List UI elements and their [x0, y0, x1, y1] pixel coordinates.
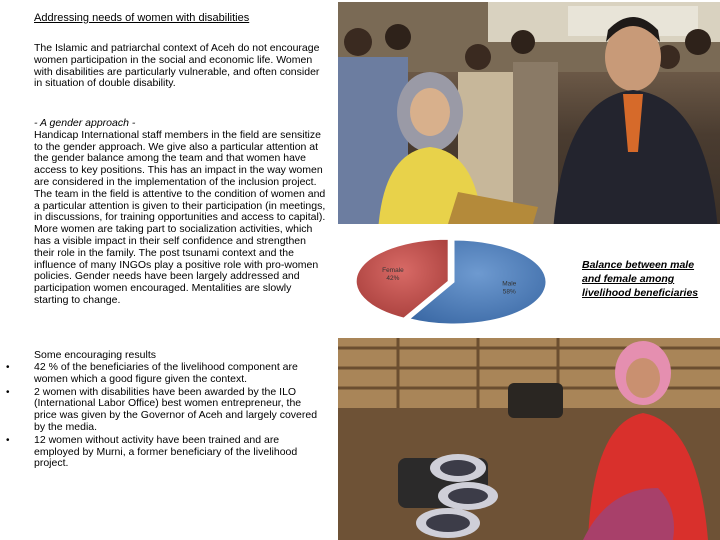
ceremony-photo-art [338, 2, 720, 224]
gender-approach-title: - A gender approach - [34, 117, 136, 129]
pie-value-female: 42% [386, 274, 400, 282]
ceremony-photo [338, 2, 720, 224]
gender-approach-paragraph [34, 118, 326, 307]
sewing-photo-art [338, 338, 720, 540]
pie-label-female: Female [382, 266, 404, 274]
gender-pie-chart [338, 224, 574, 338]
list-item: • 12 women without activity have been trained and are employed by Murni, a former beneficiary of the livelihood project. [6, 433, 298, 470]
sewing-photo [338, 338, 720, 540]
list-item: • 42 % of the beneficiaries of the livelihood component are women which a good figure given the context. [6, 361, 298, 385]
pie-value-male: 58% [502, 288, 516, 296]
bullet-icon: • [6, 386, 10, 398]
text-column [0, 0, 335, 540]
gender-approach-body: Handicap International staff members in the field are sensitize to the gender approach. We give also a particular attention at the gender balance among the team and that women have access to key positions. This has an impact in the way women are considered in the implementation of the inclusion project. The team in the field is attentive to the condition of women and a particular attention is given to their participation (in meetings, in discussions, for training opportunities and access to capital). More women are taking part to socialization activities, which has a visible impact in their self confidence and strengthen their role in the family. The post tsunami context and the influence of many INGOs play a positive role with pro-women policies. Gender needs have been largely addressed and participation women encouraged. Mentalities are slowly starting to change. [34, 128, 326, 306]
chart-caption: Balance between male and female among livelihood beneficiaries [582, 259, 699, 299]
results-title: Some encouraging results [34, 349, 156, 361]
pie-svg [338, 224, 574, 338]
bullet-icon: • [6, 362, 10, 373]
list-item: • 2 women with disabilities have been awarded by the ILO (International Labor Office) best women entrepreneur, the price was given by the Governor of Aceh and largely covered by the media. [6, 385, 318, 433]
pie-label-male: Male [502, 280, 517, 288]
section-heading: Addressing needs of women with disabilities [34, 12, 250, 24]
context-paragraph: The Islamic and patriarchal context of Aceh do not encourage women participation in the social and economic life. Women with disabilities are particularly vulnerable, and often consider in situation of double disability. [34, 42, 320, 90]
bullet-icon: • [6, 434, 10, 446]
results-list [0, 362, 326, 471]
